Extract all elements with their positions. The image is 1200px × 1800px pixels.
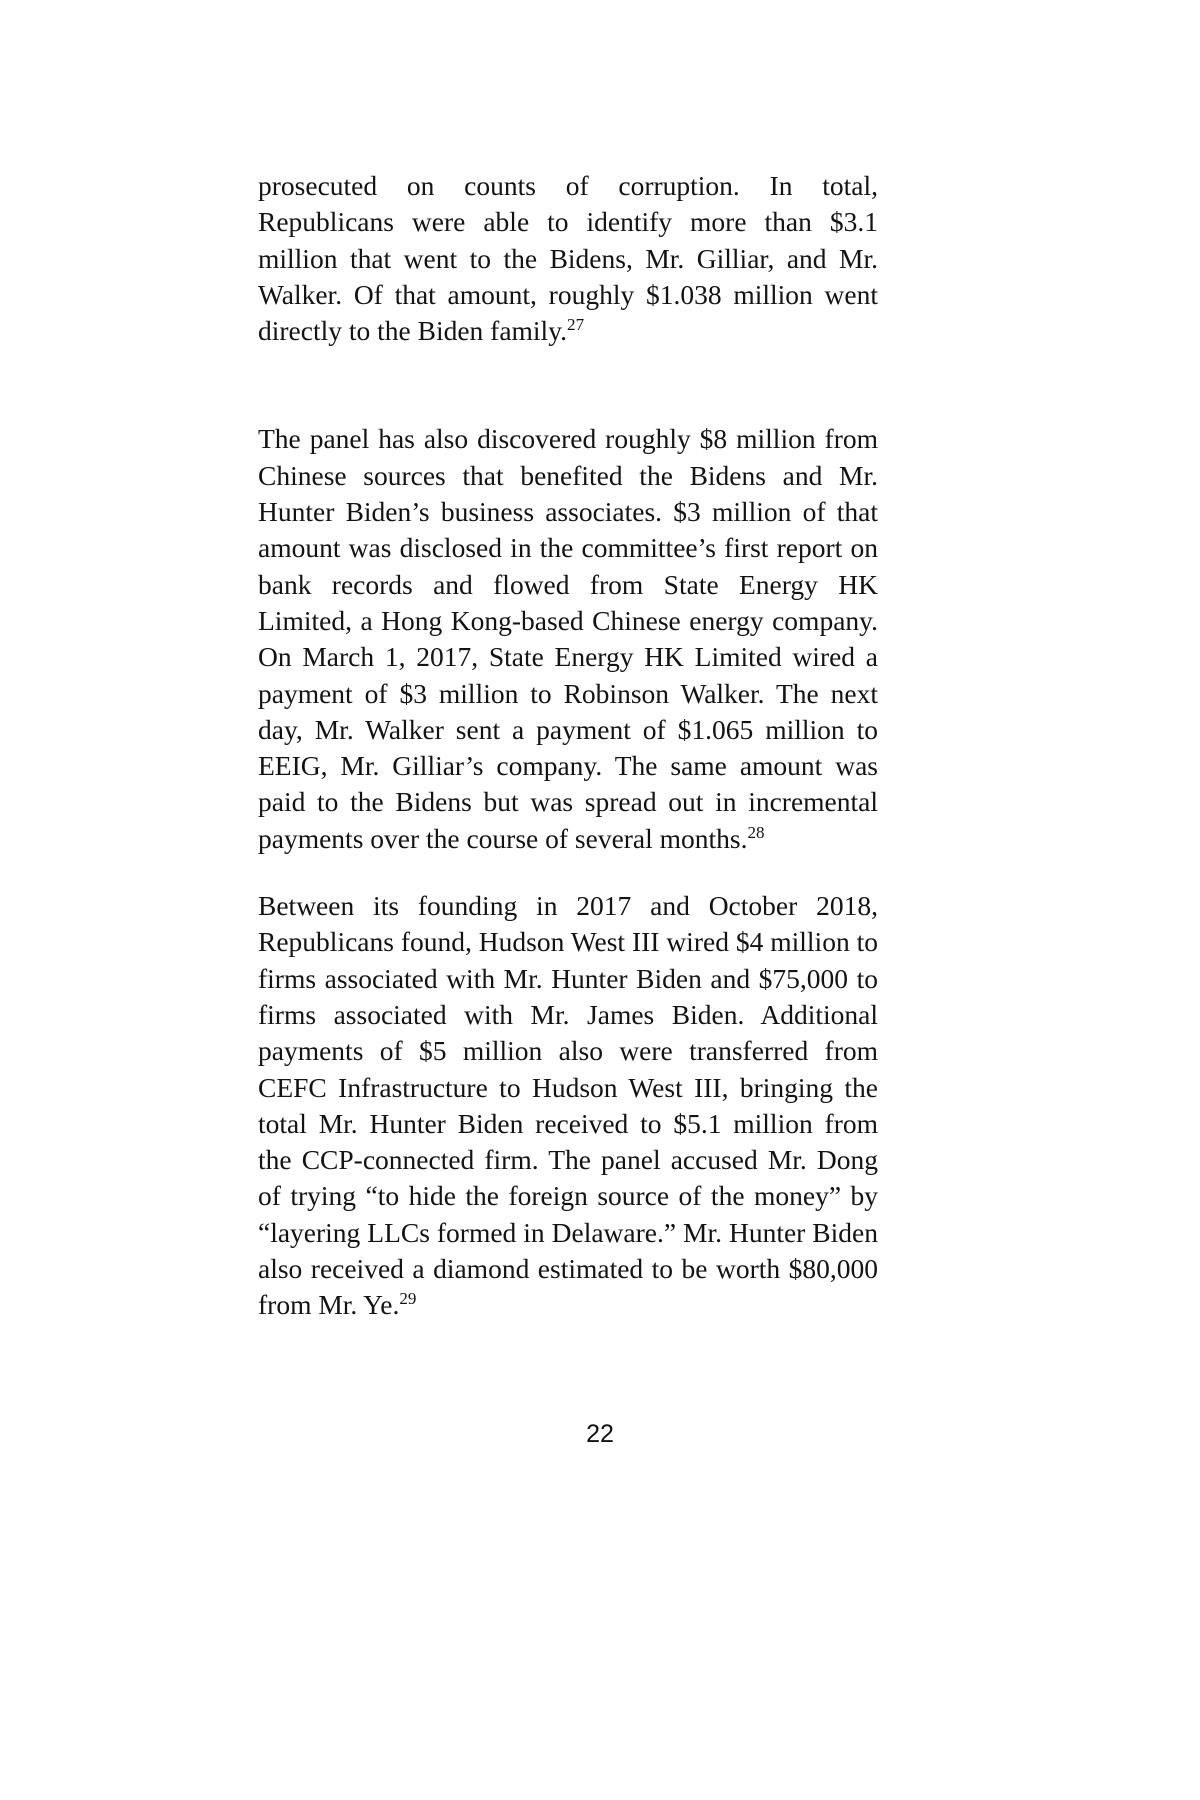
footnote-marker-27[interactable]: 27: [567, 315, 585, 335]
footnote-marker-29[interactable]: 29: [399, 1289, 417, 1309]
body-paragraph-1: [258, 168, 878, 349]
paragraph-spacer-1: [258, 349, 878, 421]
body-paragraph-3: [258, 888, 878, 1324]
footnote-marker-28[interactable]: 28: [747, 822, 765, 842]
page-number: 22: [586, 1420, 614, 1448]
body-text-column: [258, 168, 878, 1324]
paragraph-2-text: The panel has also discovered roughly $8 million from Chinese sources that benefited the Bidens and Mr. Hunter Biden’s business associates. $3 million of that amount was disclosed in the committee’s first report on bank records and flowed from State Energy HK Limited, a Hong Kong-based Chinese energy company. On March 1, 2017, State Energy HK Limited wired a payment of $3 million to Robinson Walker. The next day, Mr. Walker sent a payment of $1.065 million to EEIG, Mr. Gilliar’s company. The same amount was paid to the Bidens but was spread out in incremental payments over the course of several months.: [258, 423, 878, 854]
body-paragraph-2: [258, 421, 878, 857]
paragraph-1-text: prosecuted on counts of corruption. In total, Republicans were able to identify more than $3.1 million that went to the Bidens, Mr. Gilliar, and Mr. Walker. Of that amount, roughly $1.038 million went directly to the Biden family.: [258, 170, 878, 347]
paragraph-spacer-2: [258, 857, 878, 888]
paragraph-3-text: Between its founding in 2017 and October 2018, Republicans found, Hudson West III wired $4 million to firms associated with Mr. Hunter Biden and $75,000 to firms associated with Mr. James Biden. Additional payments of $5 million also were transferred from CEFC Infrastructure to Hudson West III, bringing the total Mr. Hunter Biden received to $5.1 million from the CCP-connected firm. The panel accused Mr. Dong of trying “to hide the foreign source of the money” by “layering LLCs formed in Delaware.” Mr. Hunter Biden also received a diamond estimated to be worth $80,000 from Mr. Ye.: [258, 890, 878, 1321]
